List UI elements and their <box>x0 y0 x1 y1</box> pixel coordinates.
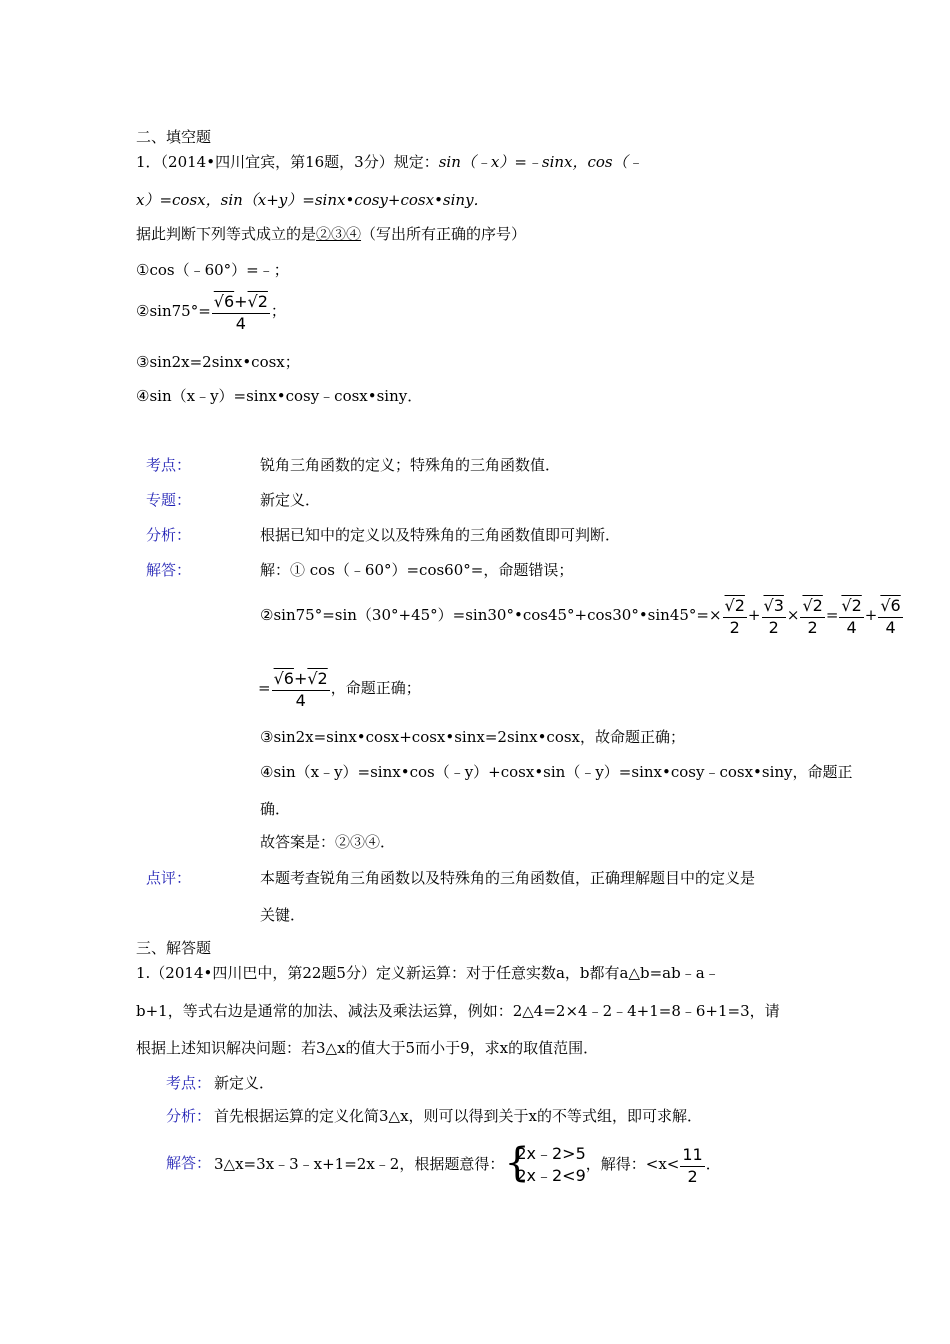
fraction-sqrt2-over-2-b: $\frac{√2}{2}$ <box>802 595 823 637</box>
question-2-line-2: b+1，等式右边是通常的加法、减法及乘法运算，例如：2△4=2×4﹣2﹣4+1=8﹣6+1=3，请 <box>136 1002 780 1020</box>
dianping-label: 点评： <box>146 869 192 887</box>
q2-solution-result: ，解得：<x< <box>585 1155 680 1173</box>
solution-3-conclusion: ，命题正确； <box>330 679 421 697</box>
option-4: ④sin（x﹣y）=sinx•cosy﹣cosx•siny． <box>136 387 423 405</box>
solution-line-1: 解：① cos（﹣60°）=cos60°=，命题错误； <box>260 561 574 579</box>
jieda-label: 解答： <box>146 561 192 579</box>
option-2-lhs: ②sin75°= <box>136 302 211 320</box>
ask-answer: ②③④ <box>316 225 362 243</box>
solution-line-3: = $\frac{√6+√2}{4}$ ，命题正确； <box>258 668 421 710</box>
inequality-system <box>504 1140 586 1187</box>
fraction-result-sqrt6-plus-sqrt2-over-4: $\frac{√6+√2}{4}$ <box>273 668 328 710</box>
question-1-ask <box>136 224 526 244</box>
q2-solution: 3△x=3x﹣3﹣x+1=2x﹣2，根据题意得： { 2x﹣2>5 2x﹣2<9 ，解得：<x< $\frac{11}{2}$ ． <box>214 1140 721 1186</box>
q2-jieda-label: 解答： <box>166 1154 212 1172</box>
option-2-end: ； <box>270 302 286 320</box>
fraction-11-over-2: $\frac{11}{2}$ <box>682 1144 703 1186</box>
option-3: ③sin2x=2sinx•cosx； <box>136 353 300 371</box>
solution-line-6: 确． <box>260 800 291 818</box>
inequality-1: 2x﹣2>5 <box>516 1144 586 1163</box>
solution-answer: 故答案是：②③④． <box>260 833 396 851</box>
q2-fenxi-label: 分析： <box>166 1107 212 1125</box>
fraction-sqrt2-over-4: $\frac{√2}{4}$ <box>841 595 862 637</box>
question-2-line-1: 1.（2014•四川巴中，第22题5分）定义新运算：对于任意实数a，b都有a△b=ab﹣a﹣ <box>136 964 720 982</box>
option-2 <box>136 288 286 334</box>
fenxi-label: 分析： <box>146 526 192 544</box>
q2-kaodian-text: 新定义． <box>214 1074 275 1092</box>
option-1: ①cos（﹣60°）=﹣； <box>136 261 289 279</box>
q2-kaodian-label: 考点： <box>166 1074 212 1092</box>
ask-note: （写出所有正确的序号） <box>361 225 527 243</box>
fenxi-text: 根据已知中的定义以及特殊角的三角函数值即可判断． <box>260 526 621 544</box>
solution-line-4: ③sin2x=sinx•cosx+cosx•sinx=2sinx•cosx，故命题正确； <box>260 728 686 746</box>
solution-line-5: ④sin（x﹣y）=sinx•cos（﹣y）+cosx•sin（﹣y）=sinx•cosy﹣cosx•siny，命题正 <box>260 763 853 781</box>
solution-line-2: ②sin75°=sin（30°+45°）=sin30°•cos45°+cos30°•sin45°=× $\frac{√2}{2}$ + $\frac{√3}{2}$ × $\frac{√2}{2}$ = $\frac{√2}{4}$ + $\frac{√6}{4}$ <box>260 595 901 637</box>
fraction-sqrt6-plus-sqrt2-over-4: $\frac{√6+√2}{4}$ <box>213 291 268 333</box>
zhuanti-text: 新定义． <box>260 491 321 509</box>
question-1-prefix: 1．（2014•四川宜宾，第16题，3分）规定： <box>136 153 439 171</box>
left-brace-icon: { <box>504 1140 530 1186</box>
question-1-definition-1: sin（﹣x）=﹣sinx，cos（﹣ <box>438 153 643 171</box>
fraction-sqrt2-over-2: $\frac{√2}{2}$ <box>724 595 745 637</box>
dianping-line-2: 关键． <box>260 906 306 924</box>
solution-2-expression: ②sin75°=sin（30°+45°）=sin30°•cos45°+cos30°•sin45°=× <box>260 606 722 624</box>
kaodian-text: 锐角三角函数的定义；特殊角的三角函数值． <box>260 456 561 474</box>
kaodian-label: 考点： <box>146 456 192 474</box>
section-heading-fill-blank: 二、填空题 <box>136 128 212 146</box>
fraction-sqrt6-over-4: $\frac{√6}{4}$ <box>880 595 901 637</box>
ask-text: 据此判断下列等式成立的是 <box>136 225 317 243</box>
question-1-line-1 <box>136 152 643 172</box>
question-2-line-3: 根据上述知识解决问题：若3△x的值大于5而小于9，求x的取值范围． <box>136 1039 599 1057</box>
q2-fenxi-text: 首先根据运算的定义化简3△x，则可以得到关于x的不等式组，即可求解． <box>214 1107 703 1125</box>
section-heading-solve: 三、解答题 <box>136 939 212 957</box>
fraction-sqrt3-over-2: $\frac{√3}{2}$ <box>763 595 784 637</box>
inequality-2: 2x﹣2<9 <box>516 1166 586 1185</box>
q2-solution-text: 3△x=3x﹣3﹣x+1=2x﹣2，根据题意得： <box>214 1155 505 1173</box>
dianping-line-1: 本题考查锐角三角函数以及特殊角的三角函数值，正确理解题目中的定义是 <box>260 869 756 887</box>
zhuanti-label: 专题： <box>146 491 192 509</box>
question-1-definition-2: x）=cosx，sin（x+y）=sinx•cosy+cosx•siny． <box>136 191 489 209</box>
